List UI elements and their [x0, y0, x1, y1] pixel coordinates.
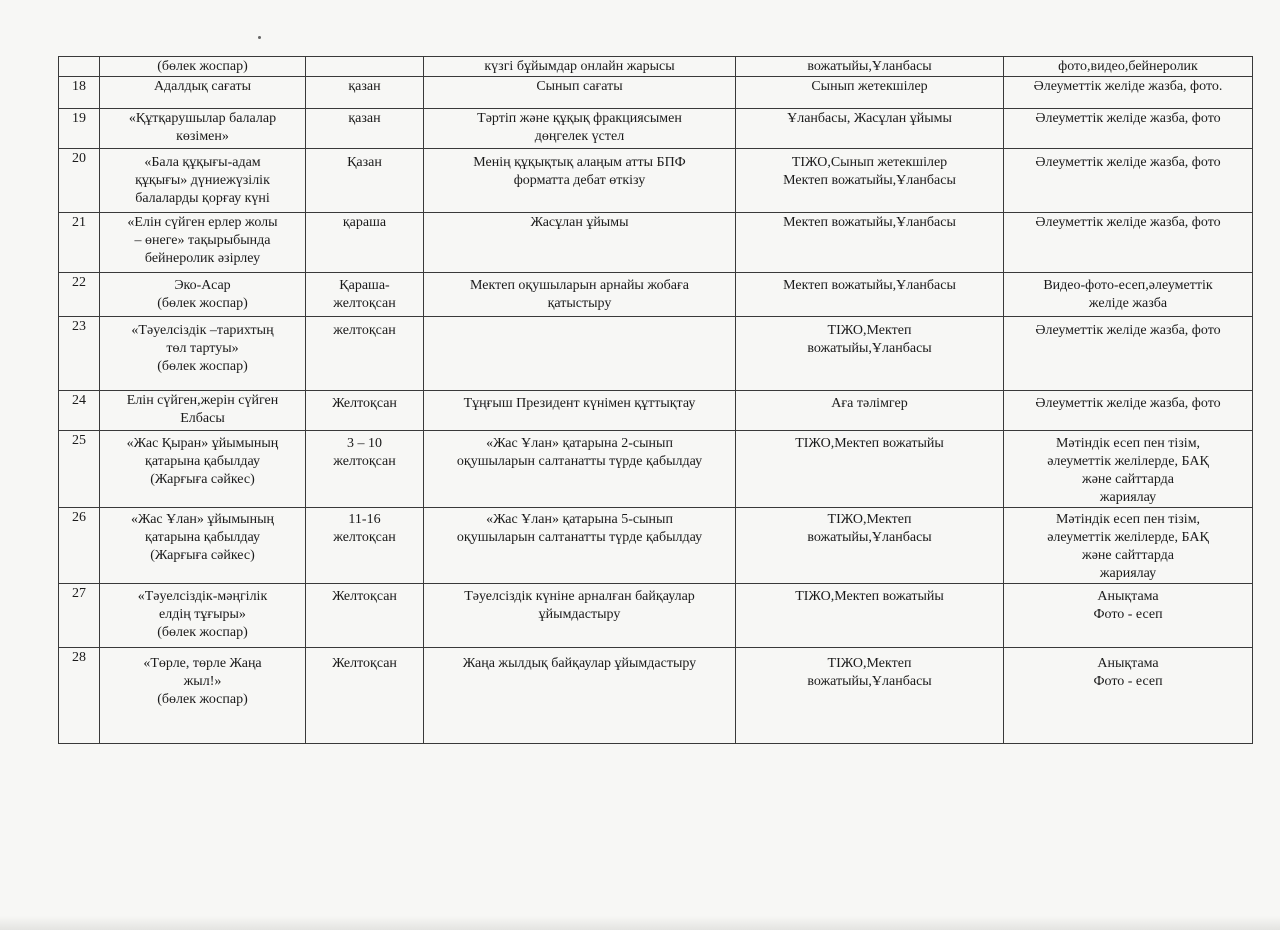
date-text-line: қараша [342, 215, 387, 230]
table-row [59, 109, 1253, 149]
event-text-line: құқығы» дүниежүзілік [135, 173, 270, 188]
responsible-text-line: ТІЖО,Сынып жетекшілер [791, 155, 948, 170]
event-text-line: төл тартуы» [166, 341, 239, 356]
form-text-line: дөңгелек үстел [534, 129, 625, 144]
date-cell [306, 317, 424, 391]
event-text-line: «Тәуелсіздік –тарихтың [131, 323, 274, 338]
row-number-cell: 18 [59, 77, 100, 109]
date-cell [306, 273, 424, 317]
responsible-text-line: ТІЖО,Мектеп вожатыйы [795, 589, 944, 604]
form-cell [424, 391, 736, 431]
result-cell [1004, 213, 1253, 273]
result-text-line: Әлеуметтік желіде жазба, фото [1035, 396, 1221, 411]
form-cell [424, 149, 736, 213]
form-cell [424, 273, 736, 317]
responsible-cell [736, 508, 1004, 584]
form-text-line: «Жас Ұлан» қатарына 5-сынып [486, 512, 673, 527]
event-cell [100, 508, 306, 584]
row-number-cell: 23 [59, 317, 100, 391]
date-text-line: Желтоқсан [332, 656, 397, 671]
event-text-line: Адалдық сағаты [153, 79, 252, 94]
responsible-cell [736, 317, 1004, 391]
date-cell [306, 584, 424, 648]
event-text-line: «Елін сүйген ерлер жолы [127, 215, 278, 230]
row-number-cell: 19 [59, 109, 100, 149]
form-text-line: Тәуелсіздік күніне арналған байқаулар [464, 589, 695, 604]
date-cell [306, 648, 424, 744]
responsible-text-line: Сынып жетекшілер [811, 79, 928, 94]
result-cell [1004, 391, 1253, 431]
result-text-line: жариялау [1099, 490, 1157, 505]
form-text-line: Мектеп оқушыларын арнайы жобаға [470, 278, 689, 293]
result-cell [1004, 508, 1253, 584]
result-text-line: Видео-фото-есеп,әлеуметтік [1043, 278, 1213, 293]
event-cell [100, 317, 306, 391]
result-cell [1004, 648, 1253, 744]
event-text-line: «Жас Қыран» ұйымының [126, 436, 279, 451]
scan-edge-shadow [0, 916, 1280, 930]
row-number-cell [59, 57, 100, 77]
event-text-line: – өнеге» тақырыбында [134, 233, 271, 248]
form-text-line: форматта дебат өткізу [513, 173, 646, 188]
result-cell [1004, 317, 1253, 391]
event-text-line: (бөлек жоспар) [157, 59, 248, 74]
responsible-text-line: Мектеп вожатыйы,Ұланбасы [783, 278, 956, 293]
table-row [59, 508, 1253, 584]
responsible-text-line: Аға тәлімгер [831, 396, 908, 411]
responsible-text-line: вожатыйы,Ұланбасы [807, 59, 932, 74]
form-text-line: «Жас Ұлан» қатарына 2-сынып [486, 436, 673, 451]
event-cell [100, 149, 306, 213]
form-text-line: оқушыларын салтанатты түрде қабылдау [456, 530, 703, 545]
date-text-line: желтоқсан [333, 323, 396, 338]
event-cell [100, 77, 306, 109]
form-cell [424, 584, 736, 648]
form-cell [424, 57, 736, 77]
date-cell [306, 109, 424, 149]
result-text-line: Мәтіндік есеп пен тізім, [1055, 512, 1201, 527]
event-text-line: «Құтқарушылар балалар [128, 111, 277, 126]
event-cell [100, 57, 306, 77]
event-cell [100, 213, 306, 273]
form-cell [424, 431, 736, 508]
event-cell [100, 431, 306, 508]
date-text-line: желтоқсан [333, 296, 396, 311]
event-text-line: Елін сүйген,жерін сүйген [126, 393, 279, 408]
responsible-cell [736, 57, 1004, 77]
date-cell [306, 431, 424, 508]
events-plan-table [58, 56, 1253, 744]
row-number-cell: 25 [59, 431, 100, 508]
result-text-line: Анықтама [1097, 656, 1159, 671]
date-text-line: Желтоқсан [332, 589, 397, 604]
responsible-text-line: Мектеп вожатыйы,Ұланбасы [783, 173, 956, 188]
row-number-cell: 24 [59, 391, 100, 431]
responsible-cell [736, 149, 1004, 213]
event-text-line: балаларды қорғау күні [135, 191, 270, 206]
date-text-line: қазан [348, 79, 381, 94]
scan-speck [258, 36, 261, 39]
responsible-cell [736, 213, 1004, 273]
event-text-line: «Төрле, төрле Жаңа [143, 656, 262, 671]
result-text-line: және сайттарда [1082, 472, 1174, 487]
event-text-line: «Бала құқығы-адам [144, 155, 261, 170]
event-cell [100, 391, 306, 431]
date-text-line: Желтоқсан [332, 396, 397, 411]
table-row [59, 57, 1253, 77]
result-cell [1004, 149, 1253, 213]
result-cell [1004, 584, 1253, 648]
responsible-text-line: ТІЖО,Мектеп вожатыйы [795, 436, 944, 451]
date-cell [306, 213, 424, 273]
form-text-line: Тұңғыш Президент күнімен құттықтау [463, 396, 696, 411]
event-cell [100, 273, 306, 317]
row-number-cell: 26 [59, 508, 100, 584]
event-text-line: (Жарғыға сәйкес) [150, 548, 255, 563]
result-cell [1004, 273, 1253, 317]
form-cell [424, 317, 736, 391]
table-row [59, 648, 1253, 744]
event-text-line: Эко-Асар [174, 278, 231, 293]
result-text-line: желіде жазба [1088, 296, 1168, 311]
date-text-line: 3 – 10 [347, 436, 382, 451]
row-number-cell: 21 [59, 213, 100, 273]
date-cell [306, 149, 424, 213]
form-text-line: қатыстыру [547, 296, 612, 311]
result-text-line: Әлеуметтік желіде жазба, фото. [1033, 79, 1223, 94]
date-cell [306, 77, 424, 109]
date-text-line: желтоқсан [333, 454, 396, 469]
event-cell [100, 109, 306, 149]
event-text-line: жыл!» [183, 674, 222, 689]
table-row [59, 213, 1253, 273]
table-row [59, 431, 1253, 508]
event-text-line: (бөлек жоспар) [157, 692, 248, 707]
result-cell [1004, 431, 1253, 508]
result-text-line: Әлеуметтік желіде жазба, фото [1035, 155, 1221, 170]
event-text-line: (бөлек жоспар) [157, 359, 248, 374]
event-text-line: (бөлек жоспар) [157, 296, 248, 311]
responsible-cell [736, 273, 1004, 317]
row-number-cell: 27 [59, 584, 100, 648]
form-text-line: Тәртіп және құқық фракциясымен [477, 111, 682, 126]
responsible-cell [736, 109, 1004, 149]
date-text-line: 11-16 [348, 512, 381, 527]
result-cell [1004, 77, 1253, 109]
result-text-line: Әлеуметтік желіде жазба, фото [1035, 111, 1221, 126]
responsible-text-line: Мектеп вожатыйы,Ұланбасы [783, 215, 956, 230]
event-cell [100, 648, 306, 744]
responsible-text-line: ТІЖО,Мектеп [827, 656, 912, 671]
form-text-line: ұйымдастыру [538, 607, 621, 622]
responsible-text-line: Ұланбасы, Жасұлан ұйымы [787, 111, 952, 126]
row-number-cell: 20 [59, 149, 100, 213]
event-text-line: бейнеролик әзірлеу [144, 251, 261, 266]
result-text-line: жариялау [1099, 566, 1157, 581]
table-row [59, 77, 1253, 109]
responsible-cell [736, 584, 1004, 648]
form-cell [424, 77, 736, 109]
responsible-text-line: ТІЖО,Мектеп [827, 323, 912, 338]
event-text-line: (Жарғыға сәйкес) [150, 472, 255, 487]
table-row [59, 584, 1253, 648]
date-text-line: қазан [348, 111, 381, 126]
form-text-line: Жаңа жылдық байқаулар ұйымдастыру [462, 656, 697, 671]
form-text-line: Жасұлан ұйымы [530, 215, 629, 230]
responsible-text-line: ТІЖО,Мектеп [827, 512, 912, 527]
date-text-line: Қараша- [339, 278, 390, 293]
form-text-line: оқушыларын салтанатты түрде қабылдау [456, 454, 703, 469]
form-text-line: күзгі бұйымдар онлайн жарысы [484, 59, 675, 74]
event-text-line: «Жас Ұлан» ұйымының [131, 512, 274, 527]
event-text-line: «Тәуелсіздік-мәңгілік [137, 589, 268, 604]
result-text-line: әлеуметтік желілерде, БАҚ [1047, 454, 1209, 469]
event-text-line: Елбасы [180, 411, 225, 426]
form-cell [424, 109, 736, 149]
responsible-cell [736, 431, 1004, 508]
result-text-line: Әлеуметтік желіде жазба, фото [1035, 215, 1221, 230]
responsible-cell [736, 648, 1004, 744]
result-cell [1004, 57, 1253, 77]
result-cell [1004, 109, 1253, 149]
responsible-text-line: вожатыйы,Ұланбасы [807, 341, 932, 356]
result-text-line: Фото - есеп [1093, 607, 1163, 622]
result-text-line: Фото - есеп [1093, 674, 1163, 689]
form-cell [424, 508, 736, 584]
date-text-line: Қазан [347, 155, 382, 170]
result-text-line: фото,видео,бейнеролик [1058, 59, 1198, 74]
result-text-line: әлеуметтік желілерде, БАҚ [1047, 530, 1209, 545]
table-body [59, 57, 1253, 744]
row-number-cell: 28 [59, 648, 100, 744]
date-text-line: желтоқсан [333, 530, 396, 545]
event-text-line: елдің тұғыры» [159, 607, 246, 622]
event-cell [100, 584, 306, 648]
event-text-line: қатарына қабылдау [145, 454, 260, 469]
date-cell [306, 391, 424, 431]
result-text-line: Әлеуметтік желіде жазба, фото [1035, 323, 1221, 338]
table-row [59, 391, 1253, 431]
date-cell [306, 57, 424, 77]
table-row [59, 273, 1253, 317]
result-text-line: және сайттарда [1082, 548, 1174, 563]
form-text-line: Сынып сағаты [536, 79, 623, 94]
row-number-cell: 22 [59, 273, 100, 317]
event-text-line: (бөлек жоспар) [157, 625, 248, 640]
result-text-line: Мәтіндік есеп пен тізім, [1055, 436, 1201, 451]
date-cell [306, 508, 424, 584]
table-row [59, 149, 1253, 213]
form-cell [424, 648, 736, 744]
responsible-text-line: вожатыйы,Ұланбасы [807, 674, 932, 689]
table-row [59, 317, 1253, 391]
responsible-text-line: вожатыйы,Ұланбасы [807, 530, 932, 545]
responsible-cell [736, 77, 1004, 109]
form-cell [424, 213, 736, 273]
event-text-line: қатарына қабылдау [145, 530, 260, 545]
result-text-line: Анықтама [1097, 589, 1159, 604]
form-text-line: Менің құқықтық алаңым атты БПФ [473, 155, 686, 170]
event-text-line: көзімен» [176, 129, 229, 144]
responsible-cell [736, 391, 1004, 431]
